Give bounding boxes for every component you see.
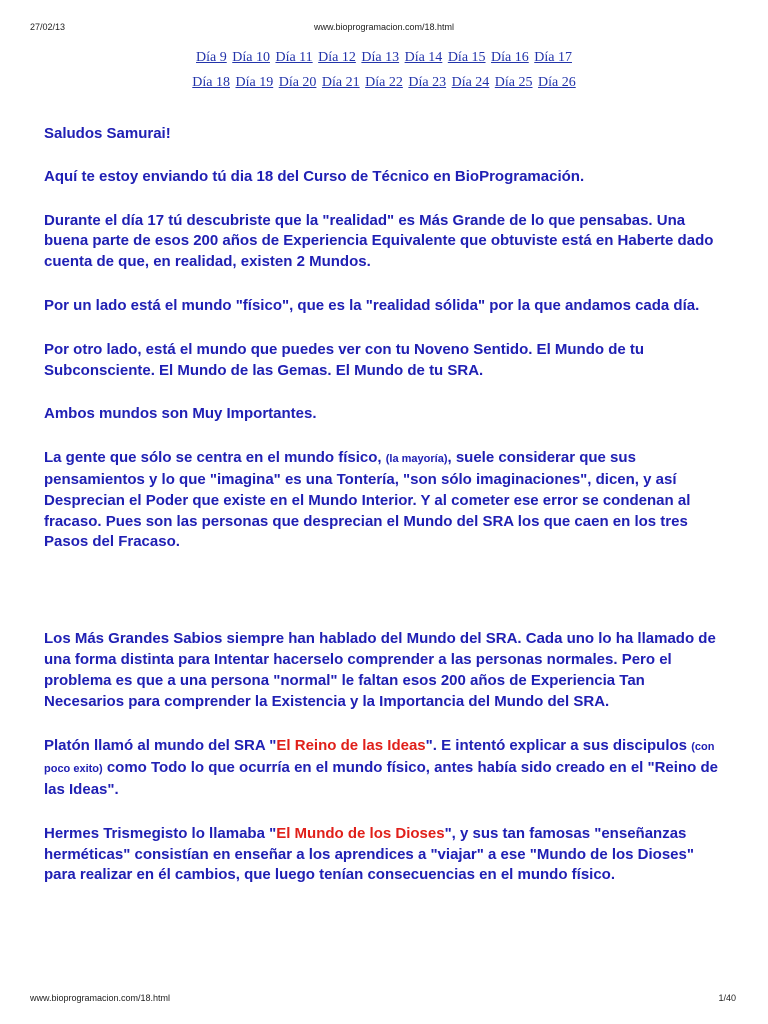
nav-link-dia-10[interactable]: Día 10 [232,50,270,65]
nav-link-dia-22[interactable]: Día 22 [365,75,403,90]
p8-aside: (con poco exito) [44,741,715,776]
nav-link-dia-14[interactable]: Día 14 [404,50,443,65]
nav-link-dia-19[interactable]: Día 19 [235,75,274,90]
nav-link-dia-15[interactable]: Día 15 [447,50,486,65]
nav-link-dia-26[interactable]: Día 26 [538,75,576,90]
nav-link-dia-18[interactable]: Día 18 [192,75,230,90]
print-date: 27/02/13 [30,22,66,32]
nav-link-dia-23[interactable]: Día 23 [408,75,447,90]
mundo-dioses-highlight: El Mundo de los Dioses [276,824,445,842]
print-footer-url: www.bioprogramacion.com/18.html [30,993,171,1003]
paragraph-realidad: Durante el día 17 tú descubriste que la "realidad" es Más Grande de lo que pensabas. Una buena parte de esos 200 años de Experiencia Equivalente que obtuviste está en Haberte dado cuenta de que, en realidad, existen 2 Mundos. [44,211,714,271]
paragraph-mundo-fisico: Por un lado está el mundo "físico", que es la "realidad sólida" por la que andamos cada día. [44,296,700,314]
day-nav-row-1 [0,50,768,66]
p6-aside: (la mayoría) [385,453,448,466]
paragraph-platon [44,736,720,800]
nav-link-dia-25[interactable]: Día 25 [494,75,533,90]
nav-link-dia-20[interactable]: Día 20 [278,75,317,90]
day-nav-row-2 [0,75,768,91]
p9-text-a: Hermes Trismegisto lo llamaba " [44,824,277,842]
paragraph-gente-fisico [44,448,720,553]
nav-link-dia-16[interactable]: Día 16 [491,50,529,65]
nav-link-dia-13[interactable]: Día 13 [361,50,400,65]
page-number: 1/40 [718,993,736,1003]
p8-text-a: Platón llamó al mundo del SRA " [44,737,277,755]
nav-link-dia-17[interactable]: Día 17 [534,50,572,65]
paragraph-intro: Aquí te estoy enviando tú dia 18 del Curso de Técnico en BioProgramación. [44,167,585,185]
article-body [44,124,720,886]
p9-text-b: ", y sus tan famosas "enseñanzas herméticas" consistían en enseñar a los aprendices a "viajar" a ese "Mundo de los Dioses" para realizar en él cambios, que luego tenían consecuencias en el mundo físico. [44,824,694,884]
reino-ideas-highlight: El Reino de las Ideas [276,737,426,755]
paragraph-noveno-sentido: Por otro lado, está el mundo que puedes ver con tu Noveno Sentido. El Mundo de tu Subconsciente. El Mundo de las Gemas. El Mundo de tu SRA. [44,340,645,379]
nav-link-dia-12[interactable]: Día 12 [318,50,356,65]
p6-text-a: La gente que sólo se centra en el mundo físico, [44,449,386,467]
p8-text-c: como Todo lo que ocurría en el mundo físico, antes había sido creado en el "Reino de las Ideas". [44,759,718,798]
paragraph-ambos-mundos: Ambos mundos son Muy Importantes. [44,405,317,423]
p8-text-b: ". E intentó explicar a sus discipulos [425,737,692,755]
print-header-url: www.bioprogramacion.com/18.html [313,22,455,32]
paragraph-sabios: Los Más Grandes Sabios siempre han hablado del Mundo del SRA. Cada uno lo ha llamado de una forma distinta para Intentar hacerselo comprender a las personas normales. Pero el problema es que a una persona "normal" le faltan esos 200 años de Experiencia Tan Necesarios para comprender la Existencia y la Importancia del Mundo del SRA. [44,630,716,710]
paragraph-hermes [44,824,720,886]
nav-link-dia-21[interactable]: Día 21 [321,75,360,90]
nav-link-dia-24[interactable]: Día 24 [451,75,490,90]
nav-link-dia-9[interactable]: Día 9 [196,50,227,65]
greeting: Saludos Samurai! [44,125,171,142]
nav-link-dia-11[interactable]: Día 11 [275,50,313,65]
p6-text-b: , suele considerar que sus pensamientos y lo que "imagina" es una Tontería, "son sólo imaginaciones", dicen, y así Desprecian el Poder que existe en el Mundo Interior. Y al cometer ese error se condenan al fracaso. Pues son las personas que desprecian el Mundo del SRA los que caen en los tres Pasos del Fracaso. [44,449,691,551]
